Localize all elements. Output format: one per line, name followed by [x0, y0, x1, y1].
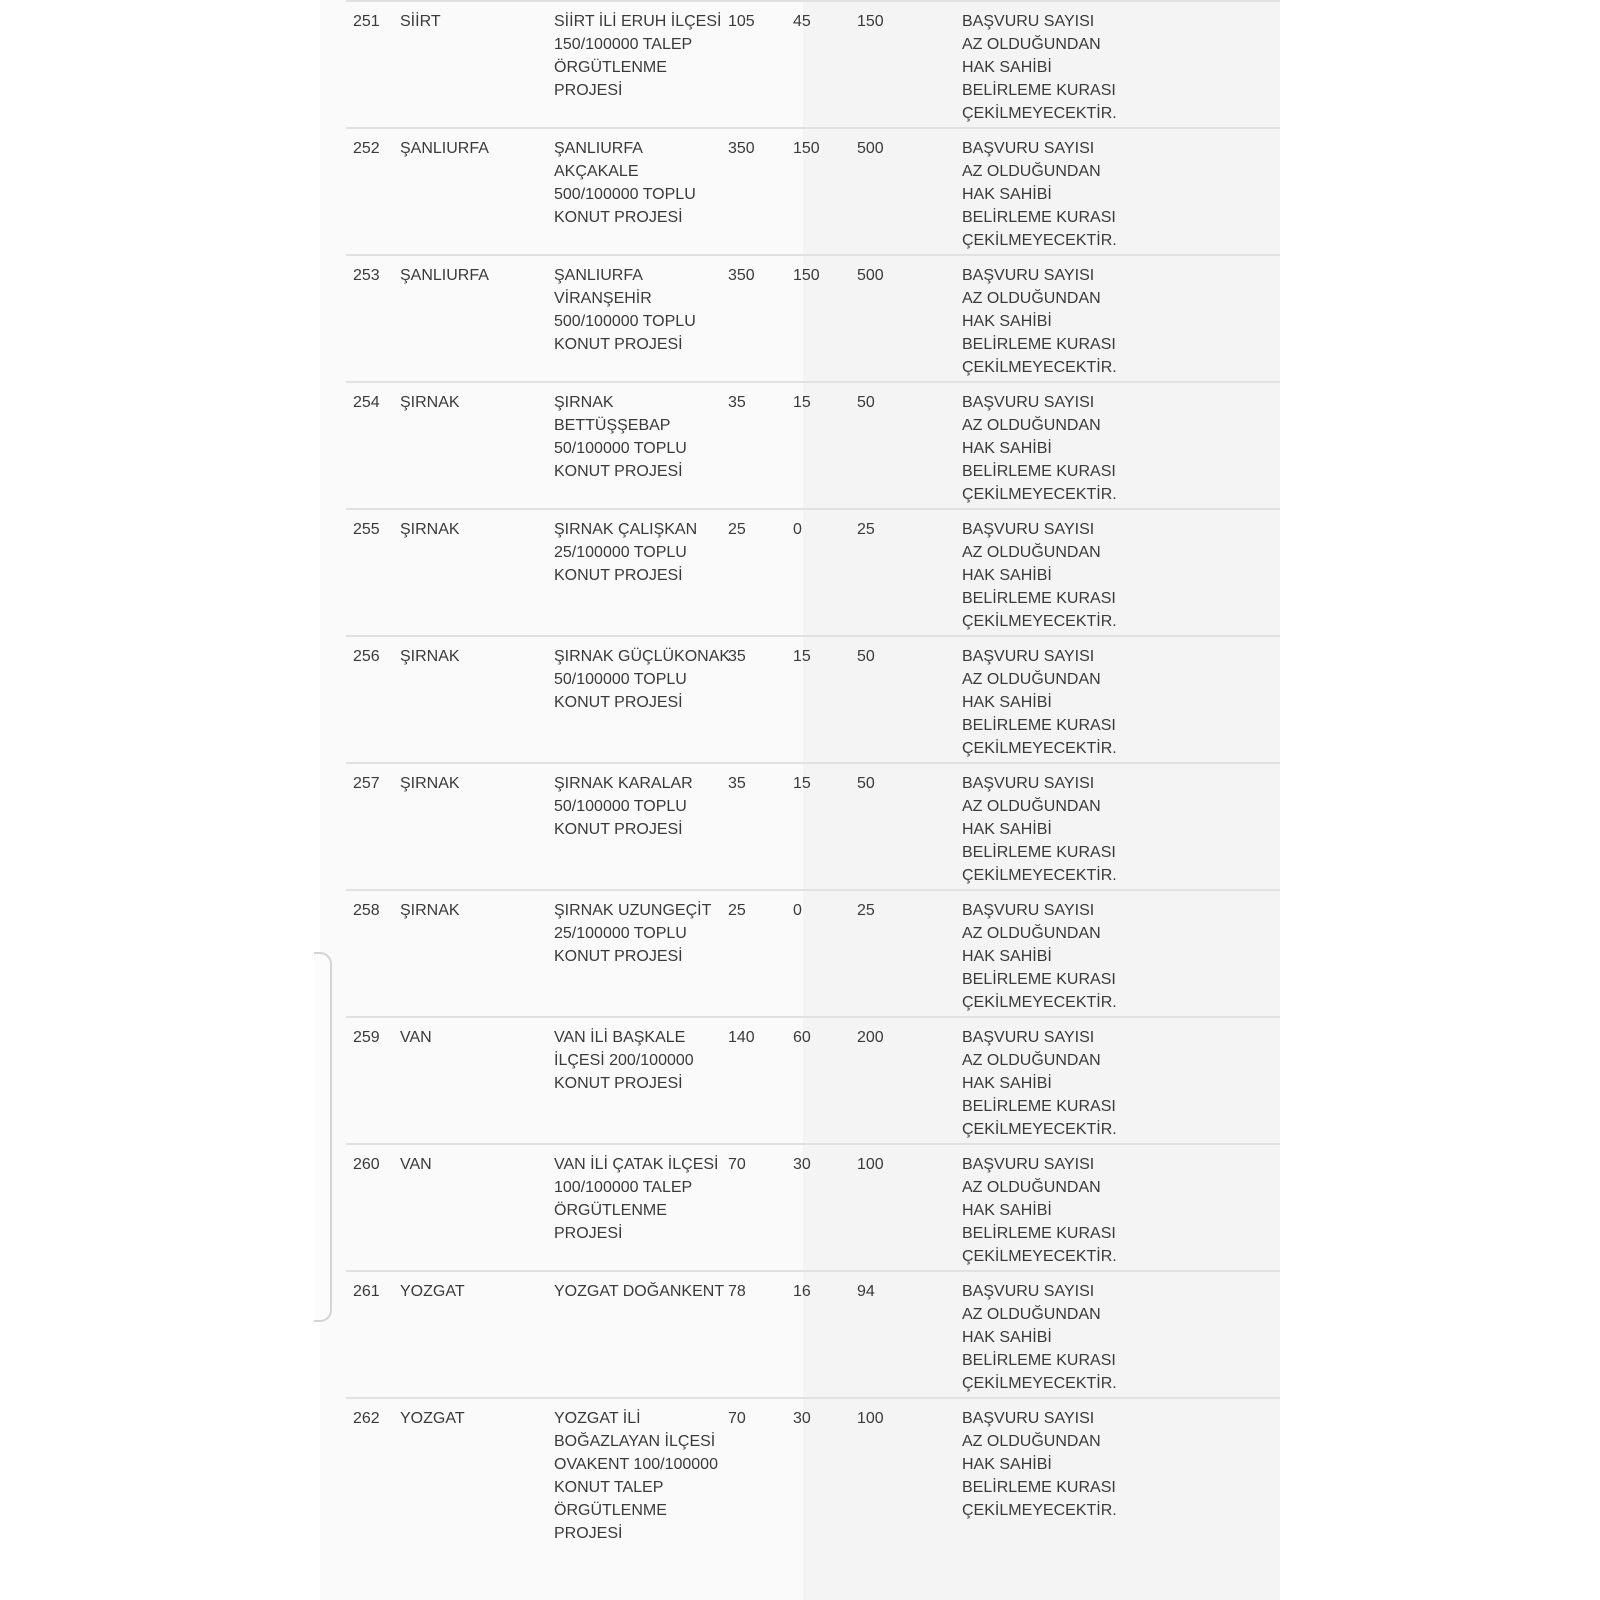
- project-name-line: ÖRGÜTLENME: [554, 59, 667, 76]
- table-row: [346, 1399, 1280, 1600]
- status-note: [962, 1026, 1122, 1141]
- quota-a: 35: [728, 394, 746, 411]
- quota-total: 50: [857, 775, 875, 792]
- project-name: [554, 1026, 724, 1095]
- status-note: [962, 518, 1122, 633]
- city-name: ŞIRNAK: [400, 648, 460, 665]
- quota-a: 78: [728, 1283, 746, 1300]
- project-name-line: BETTÜŞŞEBAP: [554, 417, 671, 434]
- status-note: [962, 1407, 1122, 1522]
- project-name: [554, 391, 724, 483]
- status-note-line: HAK SAHİBİ: [962, 567, 1052, 584]
- status-note-line: HAK SAHİBİ: [962, 948, 1052, 965]
- status-note-line: HAK SAHİBİ: [962, 694, 1052, 711]
- project-name-line: ŞIRNAK KARALAR: [554, 775, 693, 792]
- status-note: [962, 645, 1122, 760]
- status-note-line: BAŞVURU SAYISI: [962, 1029, 1095, 1046]
- project-name-line: ŞIRNAK ÇALIŞKAN: [554, 521, 698, 538]
- status-note: [962, 391, 1122, 506]
- row-number: 253: [353, 267, 380, 284]
- project-name-line: AKÇAKALE: [554, 163, 639, 180]
- quota-a: 35: [728, 648, 746, 665]
- status-note-line: BAŞVURU SAYISI: [962, 1283, 1095, 1300]
- status-note-line: ÇEKİLMEYECEKTİR.: [962, 232, 1117, 249]
- quota-total: 500: [857, 140, 884, 157]
- project-name: [554, 1407, 724, 1545]
- row-number: 252: [353, 140, 380, 157]
- project-name-line: PROJESİ: [554, 1225, 623, 1242]
- quota-b: 0: [793, 902, 802, 919]
- project-name-line: ŞIRNAK: [554, 394, 614, 411]
- status-note-line: AZ OLDUĞUNDAN: [962, 290, 1101, 307]
- project-name-line: 500/100000 TOPLU: [554, 313, 696, 330]
- row-number: 257: [353, 775, 380, 792]
- status-note-line: BAŞVURU SAYISI: [962, 1410, 1095, 1427]
- project-name: [554, 264, 724, 356]
- row-number: 260: [353, 1156, 380, 1173]
- project-name-line: 150/100000 TALEP: [554, 36, 693, 53]
- project-name: [554, 10, 724, 102]
- status-note-line: AZ OLDUĞUNDAN: [962, 544, 1101, 561]
- quota-b: 15: [793, 648, 811, 665]
- table-row: [346, 764, 1280, 891]
- status-note-line: HAK SAHİBİ: [962, 1329, 1052, 1346]
- status-note-line: HAK SAHİBİ: [962, 1075, 1052, 1092]
- city-name: ŞIRNAK: [400, 394, 460, 411]
- project-name-line: KONUT PROJESİ: [554, 567, 683, 584]
- project-name-line: KONUT TALEP: [554, 1479, 664, 1496]
- status-note-line: AZ OLDUĞUNDAN: [962, 1179, 1101, 1196]
- quota-a: 70: [728, 1410, 746, 1427]
- table-row: [346, 129, 1280, 256]
- status-note-line: HAK SAHİBİ: [962, 1456, 1052, 1473]
- quota-a: 35: [728, 775, 746, 792]
- project-name: [554, 645, 731, 714]
- status-note: [962, 137, 1122, 252]
- project-name-line: KONUT PROJESİ: [554, 948, 683, 965]
- project-name: [554, 899, 724, 968]
- status-note: [962, 10, 1122, 125]
- project-name-line: İLÇESİ 200/100000: [554, 1052, 694, 1069]
- quota-a: 350: [728, 140, 755, 157]
- city-name: ŞANLIURFA: [400, 267, 489, 284]
- project-name-line: KONUT PROJESİ: [554, 209, 683, 226]
- project-name-line: YOZGAT İLİ: [554, 1410, 641, 1427]
- city-name: YOZGAT: [400, 1283, 465, 1300]
- status-note-line: ÇEKİLMEYECEKTİR.: [962, 613, 1117, 630]
- status-note-line: ÇEKİLMEYECEKTİR.: [962, 1375, 1117, 1392]
- status-note-line: AZ OLDUĞUNDAN: [962, 671, 1101, 688]
- quota-b: 15: [793, 394, 811, 411]
- status-note-line: BELİRLEME KURASI: [962, 463, 1116, 480]
- status-note-line: ÇEKİLMEYECEKTİR.: [962, 740, 1117, 757]
- status-note-line: HAK SAHİBİ: [962, 59, 1052, 76]
- status-note-line: BAŞVURU SAYISI: [962, 902, 1095, 919]
- project-name-line: ŞIRNAK GÜÇLÜKONAK: [554, 648, 731, 665]
- project-name: [554, 1153, 724, 1245]
- table-row: [346, 1018, 1280, 1145]
- status-note: [962, 1280, 1122, 1395]
- status-note-line: ÇEKİLMEYECEKTİR.: [962, 359, 1117, 376]
- status-note-line: BAŞVURU SAYISI: [962, 394, 1095, 411]
- quota-a: 70: [728, 1156, 746, 1173]
- table-row: [346, 256, 1280, 383]
- project-name-line: ÖRGÜTLENME: [554, 1202, 667, 1219]
- row-number: 251: [353, 13, 380, 30]
- status-note-line: ÇEKİLMEYECEKTİR.: [962, 486, 1117, 503]
- project-name-line: 25/100000 TOPLU: [554, 544, 687, 561]
- project-name-line: 50/100000 TOPLU: [554, 798, 687, 815]
- status-note-line: BELİRLEME KURASI: [962, 1098, 1116, 1115]
- quota-a: 105: [728, 13, 755, 30]
- status-note-line: BELİRLEME KURASI: [962, 1479, 1116, 1496]
- quota-b: 60: [793, 1029, 811, 1046]
- project-name-line: ŞANLIURFA: [554, 140, 643, 157]
- row-number: 255: [353, 521, 380, 538]
- quota-b: 0: [793, 521, 802, 538]
- quota-total: 50: [857, 394, 875, 411]
- quota-total: 25: [857, 902, 875, 919]
- status-note-line: BELİRLEME KURASI: [962, 1352, 1116, 1369]
- city-name: ŞIRNAK: [400, 775, 460, 792]
- row-number: 261: [353, 1283, 380, 1300]
- status-note-line: BAŞVURU SAYISI: [962, 775, 1095, 792]
- city-name: VAN: [400, 1029, 432, 1046]
- results-table: [346, 0, 1280, 1600]
- city-name: YOZGAT: [400, 1410, 465, 1427]
- project-name-line: KONUT PROJESİ: [554, 336, 683, 353]
- status-note-line: AZ OLDUĞUNDAN: [962, 36, 1101, 53]
- status-note: [962, 264, 1122, 379]
- project-name-line: KONUT PROJESİ: [554, 821, 683, 838]
- status-note-line: BAŞVURU SAYISI: [962, 140, 1095, 157]
- quota-a: 25: [728, 521, 746, 538]
- quota-total: 100: [857, 1410, 884, 1427]
- table-row: [346, 510, 1280, 637]
- project-name-line: 100/100000 TALEP: [554, 1179, 693, 1196]
- project-name-line: KONUT PROJESİ: [554, 1075, 683, 1092]
- status-note-line: AZ OLDUĞUNDAN: [962, 417, 1101, 434]
- status-note-line: HAK SAHİBİ: [962, 313, 1052, 330]
- quota-b: 45: [793, 13, 811, 30]
- status-note-line: ÇEKİLMEYECEKTİR.: [962, 1248, 1117, 1265]
- project-name-line: KONUT PROJESİ: [554, 694, 683, 711]
- quota-total: 94: [857, 1283, 875, 1300]
- quota-b: 15: [793, 775, 811, 792]
- quota-a: 140: [728, 1029, 755, 1046]
- quota-b: 150: [793, 267, 820, 284]
- table-row: [346, 1145, 1280, 1272]
- status-note-line: BAŞVURU SAYISI: [962, 13, 1095, 30]
- status-note-line: BELİRLEME KURASI: [962, 209, 1116, 226]
- project-name: [554, 518, 724, 587]
- city-name: ŞIRNAK: [400, 521, 460, 538]
- row-number: 258: [353, 902, 380, 919]
- status-note-line: ÇEKİLMEYECEKTİR.: [962, 994, 1117, 1011]
- project-name-line: VİRANŞEHİR: [554, 290, 652, 307]
- status-note-line: HAK SAHİBİ: [962, 440, 1052, 457]
- quota-b: 16: [793, 1283, 811, 1300]
- scroll-handle[interactable]: [314, 952, 332, 1322]
- quota-a: 25: [728, 902, 746, 919]
- project-name-line: PROJESİ: [554, 82, 623, 99]
- table-row: [346, 891, 1280, 1018]
- quota-total: 25: [857, 521, 875, 538]
- status-note-line: ÇEKİLMEYECEKTİR.: [962, 867, 1117, 884]
- status-note-line: HAK SAHİBİ: [962, 186, 1052, 203]
- project-name-line: 50/100000 TOPLU: [554, 440, 687, 457]
- project-name-line: OVAKENT 100/100000: [554, 1456, 718, 1473]
- table-row: [346, 0, 1280, 129]
- city-name: ŞANLIURFA: [400, 140, 489, 157]
- quota-b: 150: [793, 140, 820, 157]
- project-name-line: KONUT PROJESİ: [554, 463, 683, 480]
- project-name-line: 50/100000 TOPLU: [554, 671, 687, 688]
- quota-total: 200: [857, 1029, 884, 1046]
- row-number: 254: [353, 394, 380, 411]
- status-note-line: HAK SAHİBİ: [962, 1202, 1052, 1219]
- status-note-line: BAŞVURU SAYISI: [962, 521, 1095, 538]
- status-note: [962, 772, 1122, 887]
- table-row: [346, 383, 1280, 510]
- status-note-line: BELİRLEME KURASI: [962, 844, 1116, 861]
- project-name-line: VAN İLİ BAŞKALE: [554, 1029, 686, 1046]
- status-note-line: BELİRLEME KURASI: [962, 971, 1116, 988]
- quota-total: 500: [857, 267, 884, 284]
- status-note-line: AZ OLDUĞUNDAN: [962, 1306, 1101, 1323]
- city-name: VAN: [400, 1156, 432, 1173]
- project-name-line: SİİRT İLİ ERUH İLÇESİ: [554, 13, 722, 30]
- row-number: 262: [353, 1410, 380, 1427]
- project-name-line: 25/100000 TOPLU: [554, 925, 687, 942]
- status-note-line: HAK SAHİBİ: [962, 821, 1052, 838]
- row-number: 259: [353, 1029, 380, 1046]
- quota-total: 100: [857, 1156, 884, 1173]
- project-name-line: ŞANLIURFA: [554, 267, 643, 284]
- status-note-line: BELİRLEME KURASI: [962, 590, 1116, 607]
- table-row: [346, 1272, 1280, 1399]
- status-note-line: BAŞVURU SAYISI: [962, 648, 1095, 665]
- status-note-line: ÇEKİLMEYECEKTİR.: [962, 1502, 1117, 1519]
- project-name: [554, 1280, 724, 1303]
- status-note-line: BELİRLEME KURASI: [962, 717, 1116, 734]
- status-note-line: BELİRLEME KURASI: [962, 336, 1116, 353]
- city-name: SİİRT: [400, 13, 441, 30]
- status-note: [962, 899, 1122, 1014]
- status-note: [962, 1153, 1122, 1268]
- status-note-line: AZ OLDUĞUNDAN: [962, 1433, 1101, 1450]
- status-note-line: BAŞVURU SAYISI: [962, 267, 1095, 284]
- quota-total: 50: [857, 648, 875, 665]
- project-name-line: PROJESİ: [554, 1525, 623, 1542]
- project-name-line: BOĞAZLAYAN İLÇESİ: [554, 1433, 716, 1450]
- row-number: 256: [353, 648, 380, 665]
- status-note-line: ÇEKİLMEYECEKTİR.: [962, 1121, 1117, 1138]
- project-name: [554, 137, 724, 229]
- status-note-line: AZ OLDUĞUNDAN: [962, 925, 1101, 942]
- status-note-line: BELİRLEME KURASI: [962, 1225, 1116, 1242]
- quota-total: 150: [857, 13, 884, 30]
- project-name: [554, 772, 724, 841]
- quota-b: 30: [793, 1156, 811, 1173]
- project-name-line: ÖRGÜTLENME: [554, 1502, 667, 1519]
- status-note-line: ÇEKİLMEYECEKTİR.: [962, 105, 1117, 122]
- status-note-line: AZ OLDUĞUNDAN: [962, 163, 1101, 180]
- project-name-line: ŞIRNAK UZUNGEÇİT: [554, 902, 712, 919]
- status-note-line: BELİRLEME KURASI: [962, 82, 1116, 99]
- status-note-line: AZ OLDUĞUNDAN: [962, 798, 1101, 815]
- table-row: [346, 637, 1280, 764]
- status-note-line: AZ OLDUĞUNDAN: [962, 1052, 1101, 1069]
- table-page: [320, 0, 1280, 1600]
- city-name: ŞIRNAK: [400, 902, 460, 919]
- project-name-line: YOZGAT DOĞANKENT: [554, 1283, 725, 1300]
- project-name-line: VAN İLİ ÇATAK İLÇESİ: [554, 1156, 719, 1173]
- project-name-line: 500/100000 TOPLU: [554, 186, 696, 203]
- quota-a: 350: [728, 267, 755, 284]
- quota-b: 30: [793, 1410, 811, 1427]
- status-note-line: BAŞVURU SAYISI: [962, 1156, 1095, 1173]
